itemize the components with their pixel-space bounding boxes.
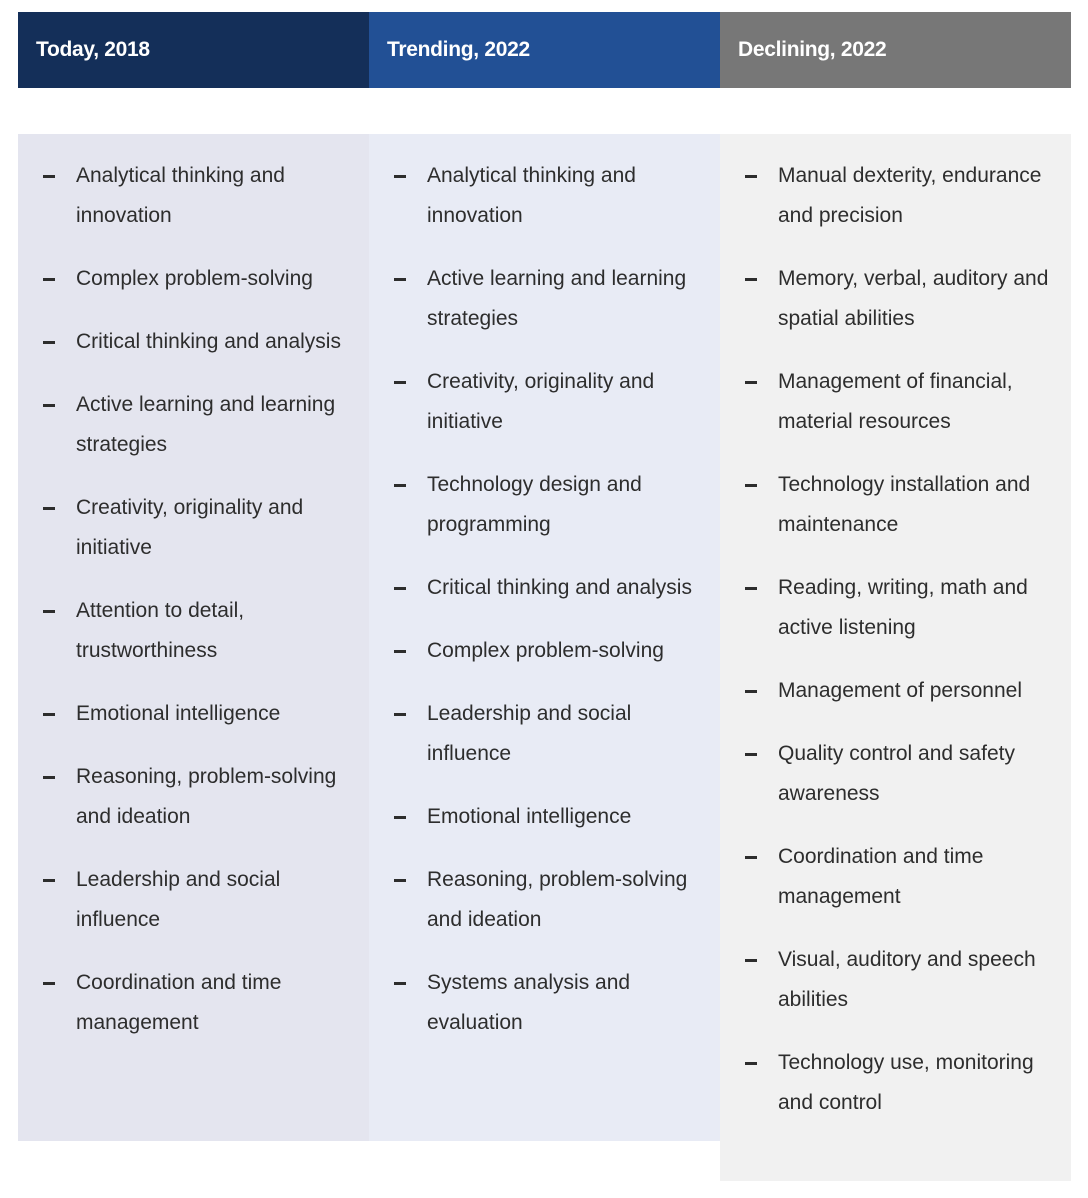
list-item-text: Quality control and safety awareness	[778, 742, 1015, 805]
list-item-text: Active learning and learning strategies	[427, 267, 687, 330]
list-item	[18, 488, 369, 568]
list-item-text: Emotional intelligence	[427, 805, 632, 828]
column-today-2018	[18, 134, 369, 1141]
list-item	[369, 362, 720, 442]
list-item-text: Technology design and programming	[427, 473, 642, 536]
header-today-2018: Today, 2018	[18, 12, 369, 88]
list-item	[369, 259, 720, 339]
column-headers	[18, 12, 1071, 88]
list-item-text: Reasoning, problem-solving and ideation	[76, 765, 337, 828]
list-item	[18, 322, 369, 362]
list-item-text: Attention to detail, trustworthiness	[76, 599, 245, 662]
dash-bullet-icon	[394, 175, 406, 178]
list-item-text: Complex problem-solving	[427, 639, 664, 662]
header-trending-2022: Trending, 2022	[369, 12, 720, 88]
list-item	[720, 465, 1071, 545]
dash-bullet-icon	[43, 713, 55, 716]
list-item	[720, 837, 1071, 917]
dash-bullet-icon	[394, 381, 406, 384]
dash-bullet-icon	[745, 856, 757, 859]
list-item-text: Coordination and time management	[76, 971, 282, 1034]
list-item	[369, 860, 720, 940]
list-item-text: Management of personnel	[778, 679, 1022, 702]
list-item-text: Emotional intelligence	[76, 702, 281, 725]
dash-bullet-icon	[745, 381, 757, 384]
list-item-text: Creativity, originality and initiative	[427, 370, 655, 433]
dash-bullet-icon	[394, 278, 406, 281]
dash-bullet-icon	[43, 175, 55, 178]
list-item-text: Reasoning, problem-solving and ideation	[427, 868, 688, 931]
list-item	[720, 568, 1071, 648]
list-item	[720, 156, 1071, 236]
list-item	[720, 734, 1071, 814]
list-item	[720, 1043, 1071, 1123]
list-item	[18, 156, 369, 236]
list-item-text: Memory, verbal, auditory and spatial abilities	[778, 267, 1049, 330]
dash-bullet-icon	[394, 982, 406, 985]
dash-bullet-icon	[394, 650, 406, 653]
list-item	[369, 694, 720, 774]
dash-bullet-icon	[745, 278, 757, 281]
dash-bullet-icon	[43, 278, 55, 281]
dash-bullet-icon	[43, 982, 55, 985]
list-item-text: Critical thinking and analysis	[76, 330, 341, 353]
list-item-text: Technology installation and maintenance	[778, 473, 1031, 536]
list-item	[369, 963, 720, 1043]
list-item	[369, 568, 720, 608]
dash-bullet-icon	[394, 879, 406, 882]
list-item-text: Critical thinking and analysis	[427, 576, 692, 599]
list-item	[720, 259, 1071, 339]
dash-bullet-icon	[43, 610, 55, 613]
dash-bullet-icon	[43, 507, 55, 510]
dash-bullet-icon	[745, 753, 757, 756]
dash-bullet-icon	[745, 484, 757, 487]
list-item	[18, 860, 369, 940]
list-item	[18, 757, 369, 837]
list-item-text: Management of financial, material resources	[778, 370, 1013, 433]
dash-bullet-icon	[43, 404, 55, 407]
list-item-text: Complex problem-solving	[76, 267, 313, 290]
dash-bullet-icon	[745, 1062, 757, 1065]
list-item	[18, 694, 369, 734]
list-item	[720, 362, 1071, 442]
list-item	[369, 631, 720, 671]
list-item	[369, 797, 720, 837]
list-item-text: Leadership and social influence	[76, 868, 281, 931]
list-item-text: Visual, auditory and speech abilities	[778, 948, 1036, 1011]
list-item-text: Analytical thinking and innovation	[427, 164, 636, 227]
dash-bullet-icon	[394, 484, 406, 487]
list-item-text: Technology use, monitoring and control	[778, 1051, 1034, 1114]
list-item-text: Creativity, originality and initiative	[76, 496, 304, 559]
dash-bullet-icon	[745, 690, 757, 693]
list-item-text: Reading, writing, math and active listening	[778, 576, 1028, 639]
list-item	[18, 259, 369, 299]
dash-bullet-icon	[43, 341, 55, 344]
list-item-text: Analytical thinking and innovation	[76, 164, 285, 227]
column-declining-2022	[720, 134, 1071, 1181]
list-item	[18, 591, 369, 671]
dash-bullet-icon	[745, 587, 757, 590]
dash-bullet-icon	[745, 959, 757, 962]
dash-bullet-icon	[394, 587, 406, 590]
list-item	[720, 671, 1071, 711]
dash-bullet-icon	[394, 816, 406, 819]
list-item	[18, 385, 369, 465]
dash-bullet-icon	[43, 879, 55, 882]
list-item-text: Manual dexterity, endurance and precision	[778, 164, 1042, 227]
list-item-text: Leadership and social influence	[427, 702, 632, 765]
list-item	[720, 940, 1071, 1020]
column-trending-2022	[369, 134, 720, 1141]
list-item	[369, 465, 720, 545]
dash-bullet-icon	[394, 713, 406, 716]
list-item	[18, 963, 369, 1043]
header-declining-2022: Declining, 2022	[720, 12, 1071, 88]
list-item-text: Active learning and learning strategies	[76, 393, 336, 456]
dash-bullet-icon	[745, 175, 757, 178]
list-item	[369, 156, 720, 236]
dash-bullet-icon	[43, 776, 55, 779]
list-item-text: Coordination and time management	[778, 845, 984, 908]
list-item-text: Systems analysis and evaluation	[427, 971, 631, 1034]
